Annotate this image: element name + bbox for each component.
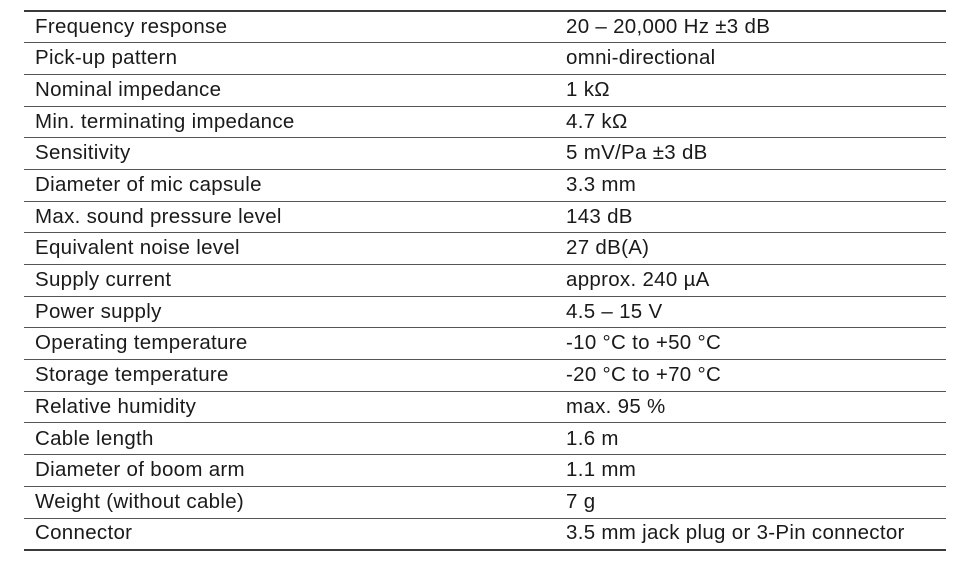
spec-label: Min. terminating impedance bbox=[24, 106, 554, 138]
table-row bbox=[24, 391, 946, 423]
spec-value: 4.7 kΩ bbox=[554, 106, 946, 138]
spec-value: max. 95 % bbox=[554, 391, 946, 423]
table-row bbox=[24, 43, 946, 75]
spec-label: Nominal impedance bbox=[24, 74, 554, 106]
spec-label: Power supply bbox=[24, 296, 554, 328]
table-row bbox=[24, 328, 946, 360]
spec-label: Max. sound pressure level bbox=[24, 201, 554, 233]
spec-value: omni-directional bbox=[554, 43, 946, 75]
spec-label: Relative humidity bbox=[24, 391, 554, 423]
table-row bbox=[24, 486, 946, 518]
table-row bbox=[24, 11, 946, 43]
table-row bbox=[24, 201, 946, 233]
spec-label: Pick-up pattern bbox=[24, 43, 554, 75]
spec-label: Sensitivity bbox=[24, 138, 554, 170]
spec-value: 3.3 mm bbox=[554, 169, 946, 201]
spec-label: Cable length bbox=[24, 423, 554, 455]
spec-value: 143 dB bbox=[554, 201, 946, 233]
spec-label: Connector bbox=[35, 521, 133, 545]
spec-value: 1 kΩ bbox=[554, 74, 946, 106]
spec-label: Supply current bbox=[24, 265, 554, 297]
spec-value: 1.6 m bbox=[554, 423, 946, 455]
table-row bbox=[24, 296, 946, 328]
table-row bbox=[24, 455, 946, 487]
table-row bbox=[24, 106, 946, 138]
table-row bbox=[24, 360, 946, 392]
table-row bbox=[24, 423, 946, 455]
table-row bbox=[24, 518, 946, 550]
spec-value: -20 °C to +70 °C bbox=[554, 360, 946, 392]
spec-value: -10 °C to +50 °C bbox=[554, 328, 946, 360]
table-row bbox=[24, 138, 946, 170]
spec-label: Frequency response bbox=[24, 11, 554, 43]
spec-value: 20 – 20,000 Hz ±3 dB bbox=[554, 11, 946, 43]
spec-label: Storage temperature bbox=[24, 360, 554, 392]
spec-value: 3.5 mm jack plug or 3-Pin connector bbox=[566, 521, 905, 545]
specifications-table bbox=[24, 10, 946, 551]
spec-value: 27 dB(A) bbox=[554, 233, 946, 265]
spec-label: Weight (without cable) bbox=[24, 486, 554, 518]
spec-label: Equivalent noise level bbox=[24, 233, 554, 265]
table-row bbox=[24, 233, 946, 265]
spec-label: Diameter of mic capsule bbox=[24, 169, 554, 201]
table-row bbox=[24, 265, 946, 297]
spec-value: approx. 240 µA bbox=[554, 265, 946, 297]
table-row bbox=[24, 169, 946, 201]
spec-label: Operating temperature bbox=[24, 328, 554, 360]
table-row bbox=[24, 74, 946, 106]
spec-value: 1.1 mm bbox=[554, 455, 946, 487]
spec-value: 5 mV/Pa ±3 dB bbox=[554, 138, 946, 170]
spec-value: 7 g bbox=[554, 486, 946, 518]
spec-label: Diameter of boom arm bbox=[24, 455, 554, 487]
spec-value: 4.5 – 15 V bbox=[554, 296, 946, 328]
